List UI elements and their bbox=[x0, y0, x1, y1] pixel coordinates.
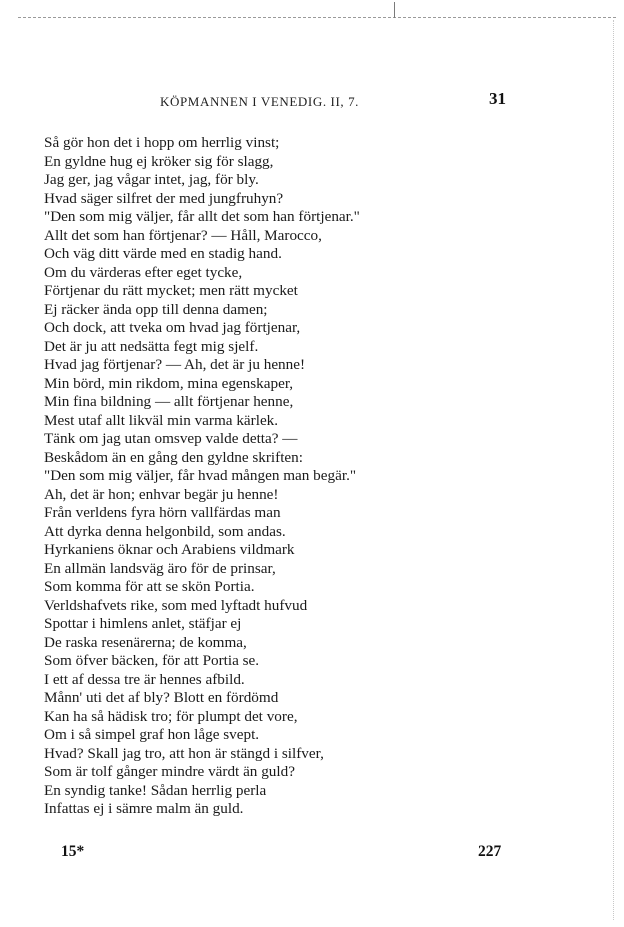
folio-number: 227 bbox=[478, 843, 502, 860]
verse-line: En allmän landsväg äro för de prinsar, bbox=[44, 559, 276, 577]
verse-line: Förtjenar du rätt mycket; men rätt mycket bbox=[44, 282, 298, 299]
verse-line: Min börd, min rikdom, mina egenskaper, bbox=[44, 374, 294, 392]
verse-line: Allt det som han förtjenar? — Håll, Marocco, bbox=[44, 226, 322, 244]
page-edge-line bbox=[613, 20, 614, 920]
verse-line: De raska resenärerna; de komma, bbox=[44, 633, 247, 651]
verse-line: Hvad? Skall jag tro, att hon är stängd i silfver, bbox=[44, 744, 324, 762]
verse-line: Att dyrka denna helgonbild, som andas. bbox=[44, 522, 286, 540]
verse-line: Om du värderas efter eget tycke, bbox=[44, 263, 243, 281]
verse-line: Hyrkaniens öknar och Arabiens vildmark bbox=[44, 541, 295, 558]
verse-line: Som är tolf gånger mindre värdt än guld? bbox=[44, 763, 295, 780]
verse-line: Verldshafvets rike, som med lyftadt hufvud bbox=[44, 596, 308, 614]
verse-line: Så gör hon det i hopp om herrlig vinst; bbox=[44, 134, 280, 151]
verse-line: Min fina bildning — allt förtjenar henne, bbox=[44, 393, 294, 410]
verse-line: Som komma för att se skön Portia. bbox=[44, 578, 255, 595]
verse-line: Hvad jag förtjenar? — Ah, det är ju henne! bbox=[44, 356, 306, 373]
verse-line: I ett af dessa tre är hennes afbild. bbox=[44, 670, 245, 688]
verse-line: Kan ha så hädisk tro; för plumpt det vore, bbox=[44, 707, 298, 725]
top-scan-tick bbox=[394, 2, 395, 18]
page-number: 31 bbox=[489, 89, 506, 108]
verse-line: Och väg ditt värde med en stadig hand. bbox=[44, 245, 282, 262]
verse-text bbox=[44, 134, 360, 819]
verse-line: Om i så simpel graf hon låge svept. bbox=[44, 726, 260, 743]
verse-line: Det är ju att nedsätta fegt mig sjelf. bbox=[44, 337, 259, 355]
verse-line: Spottar i himlens anlet, stäfjar ej bbox=[44, 615, 242, 632]
verse-line: "Den som mig väljer, får allt det som han förtjenar." bbox=[44, 208, 360, 225]
verse-line: Från verldens fyra hörn vallfärdas man bbox=[44, 504, 281, 521]
verse-line: Mest utaf allt likväl min varma kärlek. bbox=[44, 411, 279, 429]
verse-line: Som öfver bäcken, för att Portia se. bbox=[44, 652, 260, 669]
verse-line: En gyldne hug ej kröker sig för slagg, bbox=[44, 152, 274, 170]
verse-line: Månn' uti det af bly? Blott en fördömd bbox=[44, 689, 279, 706]
verse-line: Och dock, att tveka om hvad jag förtjenar, bbox=[44, 319, 301, 336]
verse-line: Hvad säger silfret der med jungfruhyn? bbox=[44, 189, 284, 207]
verse-line: En syndig tanke! Sådan herrlig perla bbox=[44, 781, 267, 799]
verse-line: Ah, det är hon; enhvar begär ju henne! bbox=[44, 485, 279, 503]
running-title: KÖPMANNEN I VENEDIG. II, 7. bbox=[160, 94, 360, 109]
verse-line: Ej räcker ända opp till denna damen; bbox=[44, 300, 268, 318]
verse-line: Infattas ej i sämre malm än guld. bbox=[44, 800, 244, 817]
verse-line: Tänk om jag utan omsvep valde detta? — bbox=[44, 430, 298, 447]
verse-line: Beskådom än en gång den gyldne skriften: bbox=[44, 448, 303, 466]
verse-line: Jag ger, jag vågar intet, jag, för bly. bbox=[44, 171, 259, 188]
signature-mark: 15* bbox=[61, 843, 85, 860]
verse-line: "Den som mig väljer, får hvad mången man begär." bbox=[44, 467, 357, 484]
top-scan-rule bbox=[18, 17, 616, 18]
